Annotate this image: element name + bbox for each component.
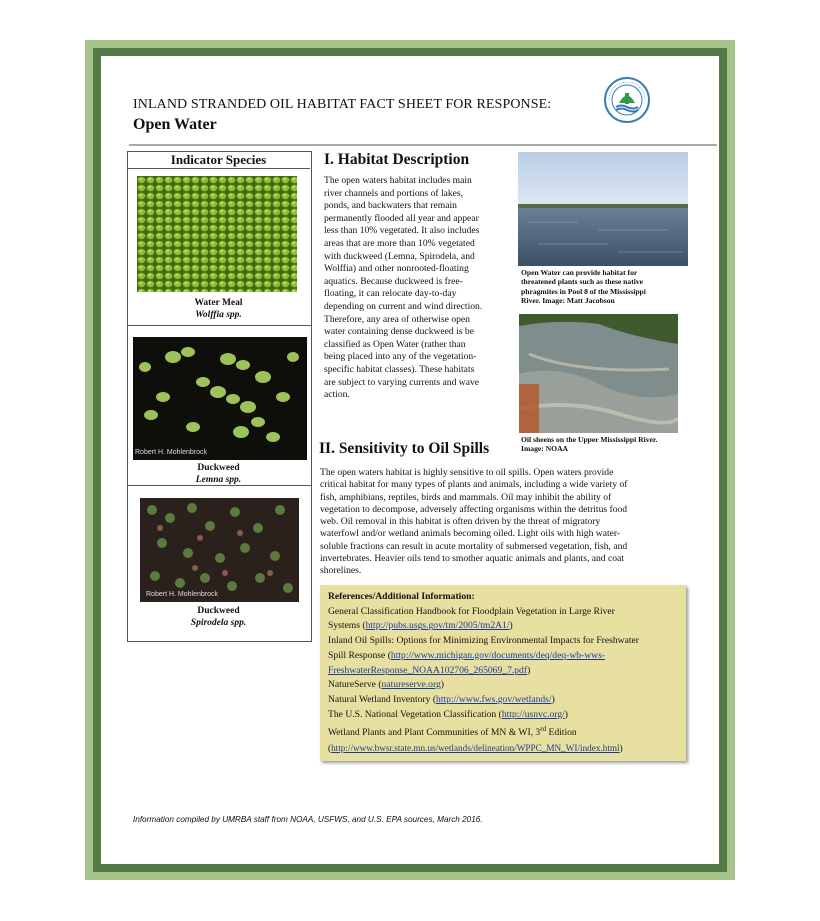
reference-text: ( (328, 743, 332, 754)
species-latin-name: Lemna spp. (195, 475, 242, 485)
header-rule (129, 144, 717, 146)
habitat-line: Wolffia) and other nonrooted-floating (324, 263, 469, 275)
reference-text: ) (527, 664, 531, 676)
reference-text: NatureServe ( (328, 679, 382, 691)
species-caption (127, 605, 310, 629)
habitat-line: aquatics. Because duckweed is free- (324, 275, 463, 287)
species-common-name: Water Meal (194, 298, 243, 308)
reference-text: ) (551, 693, 555, 705)
habitat-line: permanently flooded all year and appear (324, 212, 479, 224)
epa-seal-icon (603, 76, 651, 124)
oil-sheen-photo (519, 314, 678, 433)
reference-text: Natural Wetland Inventory ( (328, 693, 437, 705)
sensitivity-line: critical habitat for many types of plants and animals, including a wide variety of (320, 479, 628, 491)
document-subtitle: Open Water (133, 116, 217, 133)
habitat-line: The open waters habitat includes main (324, 175, 472, 186)
oil-sheen-caption (521, 435, 691, 454)
species-divider (127, 325, 312, 326)
caption-line: Oil sheens on the Upper Mississippi River. (521, 435, 658, 444)
sensitivity-heading: II. Sensitivity to Oil Spills (319, 440, 490, 457)
habitat-line: less than 10% vegetated. It also includes (324, 225, 480, 237)
habitat-line: with duckweed (Lemna, Spirodela, and (324, 250, 475, 262)
species-latin-name: Spirodela spp. (190, 618, 247, 628)
sensitivity-line: The open waters habitat is highly sensitive to oil spills. Open waters provide (320, 467, 614, 478)
reference-text: Spill Response ( (328, 649, 391, 661)
reference-text: Systems ( (328, 620, 366, 632)
reference-item (328, 708, 684, 723)
reference-text: The U.S. National Vegetation Classification ( (328, 708, 502, 720)
sensitivity-line: shorelines. (320, 565, 362, 577)
habitat-line: action. (324, 389, 350, 401)
reference-text: Inland Oil Spills: Options for Minimizing Environmental Impacts for Freshwater (328, 635, 639, 647)
habitat-line: river channels and portions of lakes, (324, 187, 464, 199)
references-box (320, 585, 686, 761)
habitat-heading: I. Habitat Description (324, 151, 470, 168)
habitat-line: specific habitat classes). These habitats (324, 363, 475, 375)
reference-text: Wetland Plants and Plant Communities of MN & WI, 3 (328, 727, 541, 739)
habitat-text (324, 175, 516, 402)
reference-item (328, 649, 684, 664)
reference-item (328, 678, 684, 693)
open-water-caption (521, 268, 691, 306)
caption-line: Image: NOAA (521, 444, 569, 454)
lemna-photo (133, 337, 307, 460)
reference-link[interactable]: http://pubs.usgs.gov/tm/2005/tm2A1/ (365, 620, 510, 632)
reference-link[interactable]: http://usnvc.org/ (501, 708, 565, 720)
sensitivity-text (320, 467, 690, 578)
caption-line: phragmites in Pool 8 of the Mississippi (521, 286, 646, 296)
reference-text: rd (540, 725, 547, 734)
caption-line: Open Water can provide habitat for (521, 268, 638, 277)
sensitivity-line: soluble fractions can result in acute mortality of submersed vegetation, fish, and (320, 540, 628, 552)
reference-text: ) (440, 679, 444, 691)
reference-item (328, 693, 684, 708)
habitat-line: floating, it can relocate day-to-day (324, 288, 457, 300)
reference-item (328, 619, 684, 634)
sensitivity-line: vegetation to decompose, adversely affecting organisms within the detritus food (320, 503, 628, 515)
species-caption (127, 297, 310, 321)
indicator-species-heading: Indicator Species (127, 151, 310, 169)
references-heading: References/Additional Information: (328, 591, 475, 602)
habitat-line: ponds, and backwaters that remain (324, 200, 457, 212)
reference-text: General Classification Handbook for Floodplain Vegetation in Large River (328, 605, 615, 617)
habitat-line: Therefore, any area of otherwise open (324, 313, 470, 325)
reference-text: Edition (546, 727, 577, 739)
sensitivity-line: waterfowl and/or wetland animals becoming oiled. Light oils with high water- (320, 528, 621, 540)
photo-credit: Robert H. Mohlenbrock (146, 591, 218, 598)
reference-item (328, 722, 684, 741)
reference-link[interactable]: http://www.bwsr.state.mn.us/wetlands/delineation/WPPC_MN_WI/index.html (331, 743, 620, 754)
reference-text: ) (564, 708, 568, 720)
habitat-line: areas that are more than 10% vegetated (324, 237, 475, 249)
caption-line: River. Image: Matt Jacobson (521, 296, 615, 306)
reference-item (328, 741, 684, 756)
reference-text: ) (619, 743, 623, 754)
caption-line: threatened plants such as these native (521, 277, 643, 287)
species-common-name: Duckweed (197, 463, 240, 473)
reference-link[interactable]: natureserve.org (381, 679, 441, 691)
habitat-line: water containing dense duckweed is be (324, 326, 474, 338)
species-common-name: Duckweed (197, 606, 240, 616)
photo-credit: Robert H. Mohlenbrock (135, 449, 207, 456)
reference-text: ) (509, 620, 513, 632)
sensitivity-line: web. Oil removal in this habitat is often driven by the threat of migratory (320, 516, 601, 528)
habitat-line: depending on current and wind direction. (324, 300, 483, 312)
footer-note: Information compiled by UMRBA staff from NOAA, USFWS, and U.S. EPA sources, March 2016. (133, 815, 483, 824)
species-latin-name: Wolffia spp. (195, 310, 242, 320)
sensitivity-line: fish, amphibians, reptiles, birds and mammals. Oil may inhibit the ability of (320, 491, 612, 503)
sensitivity-line: invertebrates. Heavier oils tend to smother aquatic animals and plants, and coat (320, 553, 624, 565)
document-title: INLAND STRANDED OIL HABITAT FACT SHEET FOR RESPONSE: (133, 97, 552, 112)
species-caption (127, 462, 310, 486)
reference-item (328, 664, 684, 679)
reference-link[interactable]: http://www.fws.gov/wetlands/ (436, 693, 552, 705)
spirodela-photo (140, 498, 299, 602)
reference-link[interactable]: http://www.michigan.gov/documents/deq/deq-wb-wws- (390, 649, 606, 661)
habitat-line: being placed into any of the vegetation- (324, 351, 477, 363)
open-water-photo (518, 152, 688, 266)
water-meal-photo (137, 176, 297, 292)
habitat-line: classified as Open Water (rather than (324, 338, 466, 350)
reference-link[interactable]: FreshwaterResponse_NOAA102706_265069_7.pdf (328, 664, 528, 676)
habitat-line: are subject to varying currents and wave (324, 376, 480, 388)
